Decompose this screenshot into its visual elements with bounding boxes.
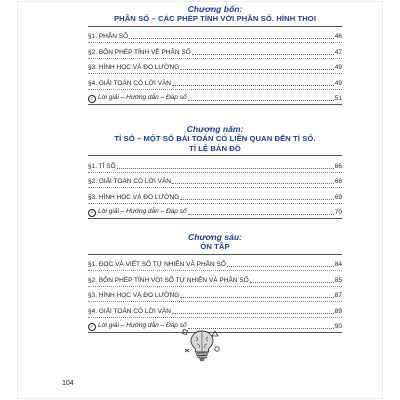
toc-page-number: 87 [334,292,342,300]
chapter-heading [88,4,342,24]
chapter-label: Chương bốn: [187,4,243,14]
check-circle-icon: ✓ [89,324,95,331]
chapter-heading [88,124,342,153]
chapter-title: ÔN TẬP [200,242,230,251]
toc-page-number: 89 [334,307,342,315]
leader-dots [188,99,334,101]
toc-entry-label [88,261,226,270]
toc-entry-text: §2. BỐN PHÉP TÍNH VỀ PHÂN SỐ [88,48,191,56]
toc-page-number: 66 [334,178,342,186]
chapter-block [88,232,342,333]
leader-dots [117,167,334,169]
toc-entry-label [88,33,128,42]
toc-entry-text: §3. HÌNH HỌC VÀ ĐO LƯỜNG [88,193,180,201]
toc-entry-text: §2. GIẢI TOÁN CÓ LỜI VĂN [88,178,171,186]
chapter-block [88,124,342,219]
chapter-heading [88,232,342,252]
book-page [18,2,382,398]
toc-entry-text: §1. PHÂN SỐ [88,33,129,41]
toc-page-number: 70 [334,209,342,217]
toc-entry-text: §3. HÌNH HỌC VÀ ĐO LƯỜNG [88,64,180,72]
leader-dots [180,68,333,70]
toc-row [88,59,342,75]
toc-row [88,188,342,204]
toc-rows [88,28,342,106]
leader-dots [192,53,334,55]
toc-page-number: 47 [334,48,342,56]
leader-dots [172,182,334,184]
toc-row [88,302,342,318]
chapter-label: Chương sáu: [188,232,242,242]
toc-row [88,287,342,303]
toc-entry-label [88,194,179,203]
leader-dots [129,37,334,39]
leader-dots [172,312,334,314]
toc-row-answers [88,204,342,220]
toc-page-number: 49 [334,64,342,72]
leader-dots [188,213,334,215]
toc-row [88,28,342,44]
toc-page-number: 85 [334,276,342,284]
toc-entry-label [88,292,179,301]
toc-page-number: 84 [334,261,342,269]
toc-rows [88,256,342,334]
lightbulb-brain-icon [182,328,222,362]
chapter-title: PHÂN SỐ – CÁC PHÉP TÍNH VỚI PHÂN SỐ. HÌNH THOI [113,14,317,23]
toc-entry-text: §2. BỐN PHÉP TÍNH VỚI SỐ TỰ NHIÊN VÀ PHÂN SỐ [88,276,249,284]
toc-row [88,74,342,90]
toc-entry-text: §1. TỈ SỐ [88,162,116,170]
toc-row [88,173,342,189]
toc-row [88,256,342,272]
toc-entry-label [88,94,187,104]
check-circle-icon: ✓ [89,210,95,217]
toc-entry-text: Lời giải – Hướng dẫn – Đáp số [98,208,187,216]
toc-entry-label [88,163,116,172]
toc-entry-label [88,64,179,73]
toc-row [88,157,342,173]
page-number: 104 [62,380,74,387]
toc-entry-text: §4. GIẢI TOÁN CÓ LỜI VĂN [88,307,171,315]
toc-page-number: 46 [334,33,342,41]
leader-dots [250,281,334,283]
toc-entry-label [88,208,187,218]
toc-page-number: 69 [334,193,342,201]
toc-entry-label [88,80,171,89]
toc-row [88,43,342,59]
heading-rule [88,26,342,27]
toc-page-number: 51 [334,95,342,103]
leader-dots [180,296,333,298]
leader-dots [172,84,334,86]
toc-rows [88,157,342,219]
toc-entry-text: §4. GIẢI TOÁN CÓ LỜI VĂN [88,79,171,87]
toc-entry-label [88,277,249,286]
leader-dots [180,198,333,200]
chapter-block [88,4,342,105]
toc-page-number: 66 [334,162,342,170]
chapter-label: Chương năm: [186,124,244,134]
toc-entry-text: §3. HÌNH HỌC VÀ ĐO LƯỜNG [88,292,180,300]
toc-row-answers [88,90,342,106]
toc-page-number: 49 [334,79,342,87]
leader-dots [227,265,334,267]
chapter-title-line-2: TỈ LỆ BẢN ĐỒ [189,143,241,153]
toc-entry-text: §1. ĐỌC VÀ VIẾT SỐ TỰ NHIÊN VÀ PHÂN SỐ [88,261,226,269]
toc-row [88,271,342,287]
heading-rule [88,155,342,156]
toc-entry-label [88,322,187,332]
toc-entry-label [88,49,191,58]
chapter-title: TỈ SỐ – MỘT SỐ BÀI TOÁN CÓ LIÊN QUAN ĐẾN TỈ SỐ. [114,134,316,143]
toc-page-number: 90 [334,323,342,331]
toc-entry-text: Lời giải – Hướng dẫn – Đáp số [98,322,187,330]
toc-entry-label [88,308,171,317]
toc-entry-text: Lời giải – Hướng dẫn – Đáp số [98,94,187,102]
check-circle-icon: ✓ [89,96,95,103]
heading-rule [88,254,342,255]
toc-entry-label [88,178,171,187]
